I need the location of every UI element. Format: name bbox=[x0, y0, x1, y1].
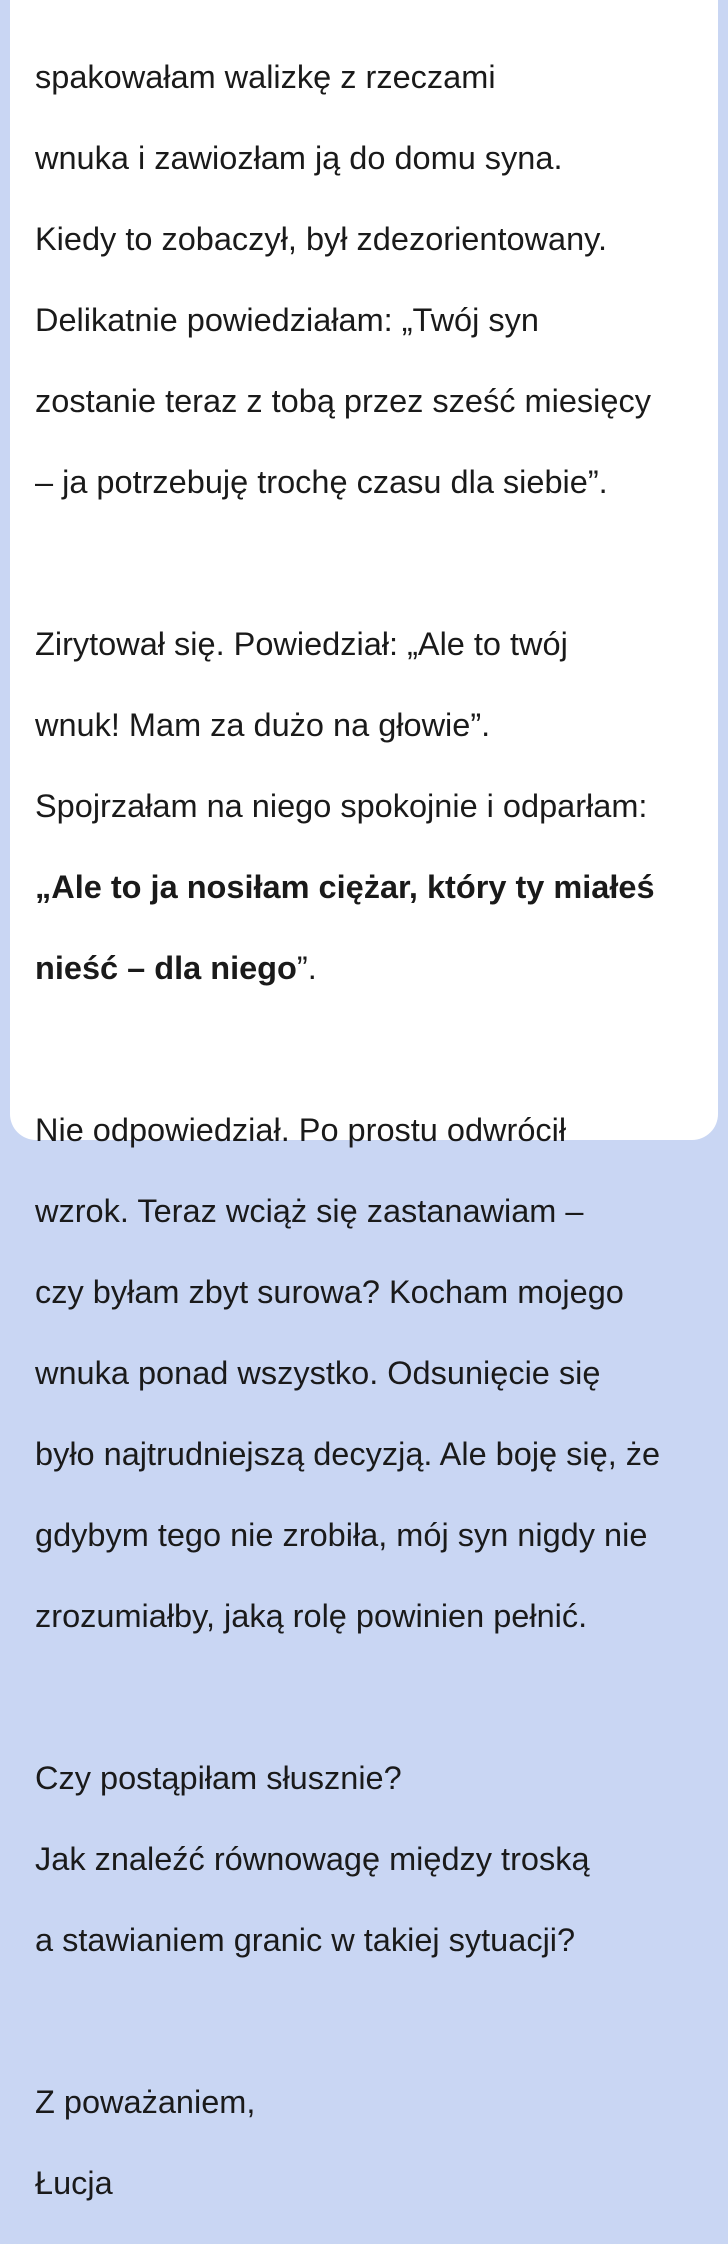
bold-quote-text: nieść – dla niego bbox=[35, 949, 297, 986]
text-line: zostanie teraz z tobą przez sześć miesięcy bbox=[35, 382, 651, 419]
text-line: Nie odpowiedział. Po prostu odwrócił bbox=[35, 1111, 567, 1148]
text-line: wnuk! Mam za dużo na głowie”. bbox=[35, 706, 491, 743]
bold-quote-text: Ale to ja nosiłam ciężar, który ty miałeś bbox=[51, 868, 655, 905]
paragraph-3 bbox=[35, 1069, 715, 1677]
text-line: wzrok. Teraz wciąż się zastanawiam – bbox=[35, 1192, 584, 1229]
text-line: gdybym tego nie zrobiła, mój syn nigdy nie bbox=[35, 1516, 648, 1553]
text-line: spakowałam walizkę z rzeczami bbox=[35, 58, 496, 95]
text-line: wnuka ponad wszystko. Odsunięcie się bbox=[35, 1354, 601, 1391]
closing-line: Z poważaniem, bbox=[35, 2083, 256, 2120]
text-line: Zirytował się. Powiedział: „Ale to twój bbox=[35, 625, 568, 662]
quote-open-mark: „ bbox=[35, 868, 52, 905]
paragraph-4 bbox=[35, 1717, 715, 2001]
text-line: a stawianiem granic w takiej sytuacji? bbox=[35, 1921, 576, 1958]
paragraph-2 bbox=[35, 583, 715, 1029]
text-line: było najtrudniejszą decyzją. Ale boję się, że bbox=[35, 1435, 661, 1472]
text-line: zrozumiałby, jaką rolę powinien pełnić. bbox=[35, 1597, 588, 1634]
text-line: czy byłam zbyt surowa? Kocham mojego bbox=[35, 1273, 624, 1310]
quote-line bbox=[35, 948, 715, 989]
text-line: Jak znaleźć równowagę między troską bbox=[35, 1840, 590, 1877]
text-line: wnuka i zawiozłam ją do domu syna. bbox=[35, 139, 563, 176]
signature-name: Łucja bbox=[35, 2164, 113, 2201]
message-body bbox=[35, 16, 715, 2244]
paragraph-1 bbox=[35, 16, 715, 543]
quote-close-mark: ”. bbox=[296, 949, 317, 986]
text-line: Czy postąpiłam słusznie? bbox=[35, 1759, 402, 1796]
text-line: Delikatnie powiedziałam: „Twój syn bbox=[35, 301, 539, 338]
text-line: Kiedy to zobaczył, był zdezorientowany. bbox=[35, 220, 608, 257]
text-line: – ja potrzebuję trochę czasu dla siebie”. bbox=[35, 463, 608, 500]
text-line: Spojrzałam na niego spokojnie i odparłam: bbox=[35, 787, 648, 824]
quote-line bbox=[35, 867, 715, 908]
signature bbox=[35, 2041, 715, 2244]
